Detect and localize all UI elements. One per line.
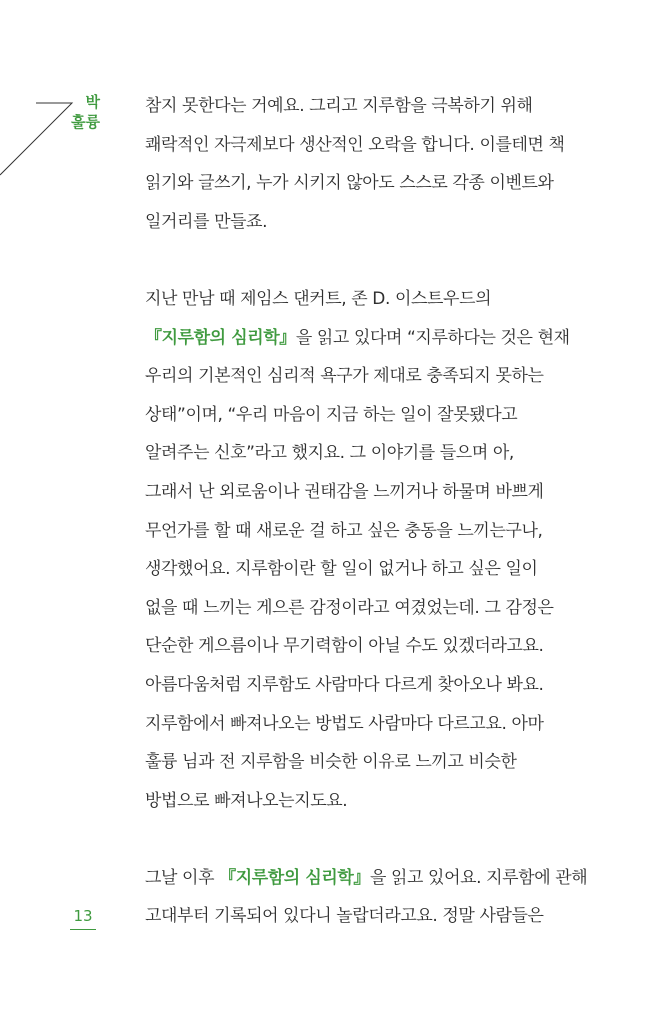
corner-decoration [0,0,110,180]
text-segment: 지루함에서 빠져나오는 방법도 사람마다 다르고요. 아마 [145,713,544,734]
text-line [145,319,615,358]
text-segment: 쾌락적인 자극제보다 생산적인 오락을 합니다. 이를테면 책 [145,134,565,155]
text-segment: 그날 이후 [145,867,220,888]
text-segment: 알려주는 신호”라고 했지요. 그 이야기를 들으며 아, [145,443,514,464]
author-name-line-2: 훌륭 [71,113,100,131]
book-title: 『지루함의 심리학』 [219,867,370,888]
text-line [145,705,615,744]
text-segment: 생각했어요. 지루함이란 할 일이 없거나 하고 싶은 일이 [145,559,538,580]
body-text [145,87,615,936]
book-title: 『지루함의 심리학』 [145,327,296,348]
text-segment: 방법으로 빠져나오는지도요. [145,790,348,811]
text-segment: 무언가를 할 때 새로운 걸 하고 싶은 충동을 느끼는구나, [145,520,543,541]
text-segment: 단순한 게으름이나 무기력함이 아닐 수도 있겠더라고요. [145,636,544,657]
text-line [145,87,615,126]
text-segment: 참지 못한다는 거예요. 그리고 지루함을 극복하기 위해 [145,96,533,116]
text-line [145,203,615,242]
author-name-line-1: 박 [85,93,100,111]
text-segment: 을 읽고 있다며 “지루하다는 것은 현재 [295,327,570,348]
text-line [145,550,615,589]
text-line [145,434,615,473]
text-line [145,859,615,898]
text-line [145,357,615,396]
text-line [145,782,615,821]
paragraph [145,87,615,241]
paragraph [145,280,615,820]
text-segment: 훌륭 님과 전 지루함을 비슷한 이유로 느끼고 비슷한 [145,752,517,773]
text-line [145,897,615,936]
page-number: 13 [70,906,96,930]
text-line [145,280,615,319]
text-line [145,666,615,705]
text-segment: 상태”이며, “우리 마음이 지금 하는 일이 잘못됐다고 [145,404,518,425]
text-segment: 아름다움처럼 지루함도 사람마다 다르게 찾아오나 봐요. [145,674,544,695]
text-line [145,164,615,203]
text-segment: 우리의 기본적인 심리적 욕구가 제대로 충족되지 못하는 [145,366,544,387]
paragraph [145,859,615,936]
text-segment: 그래서 난 외로움이나 권태감을 느끼거나 하물며 바쁘게 [145,481,544,502]
author-name [60,92,100,132]
text-segment: 고대부터 기록되어 있다니 놀랍더라고요. 정말 사람들은 [145,906,544,927]
text-segment: 일거리를 만들죠. [145,211,268,232]
text-segment: 지난 만남 때 제임스 댄커트, 존 D. 이스트우드의 [145,288,492,309]
text-line [145,512,615,551]
text-line [145,589,615,628]
text-line [145,396,615,435]
text-line [145,627,615,666]
text-segment: 없을 때 느끼는 게으른 감정이라고 여겼었는데. 그 감정은 [145,597,554,618]
text-line [145,473,615,512]
text-segment: 을 읽고 있어요. 지루함에 관해 [369,867,588,888]
text-line [145,743,615,782]
text-line [145,126,615,165]
text-segment: 읽기와 글쓰기, 누가 시키지 않아도 스스로 각종 이벤트와 [145,173,554,194]
